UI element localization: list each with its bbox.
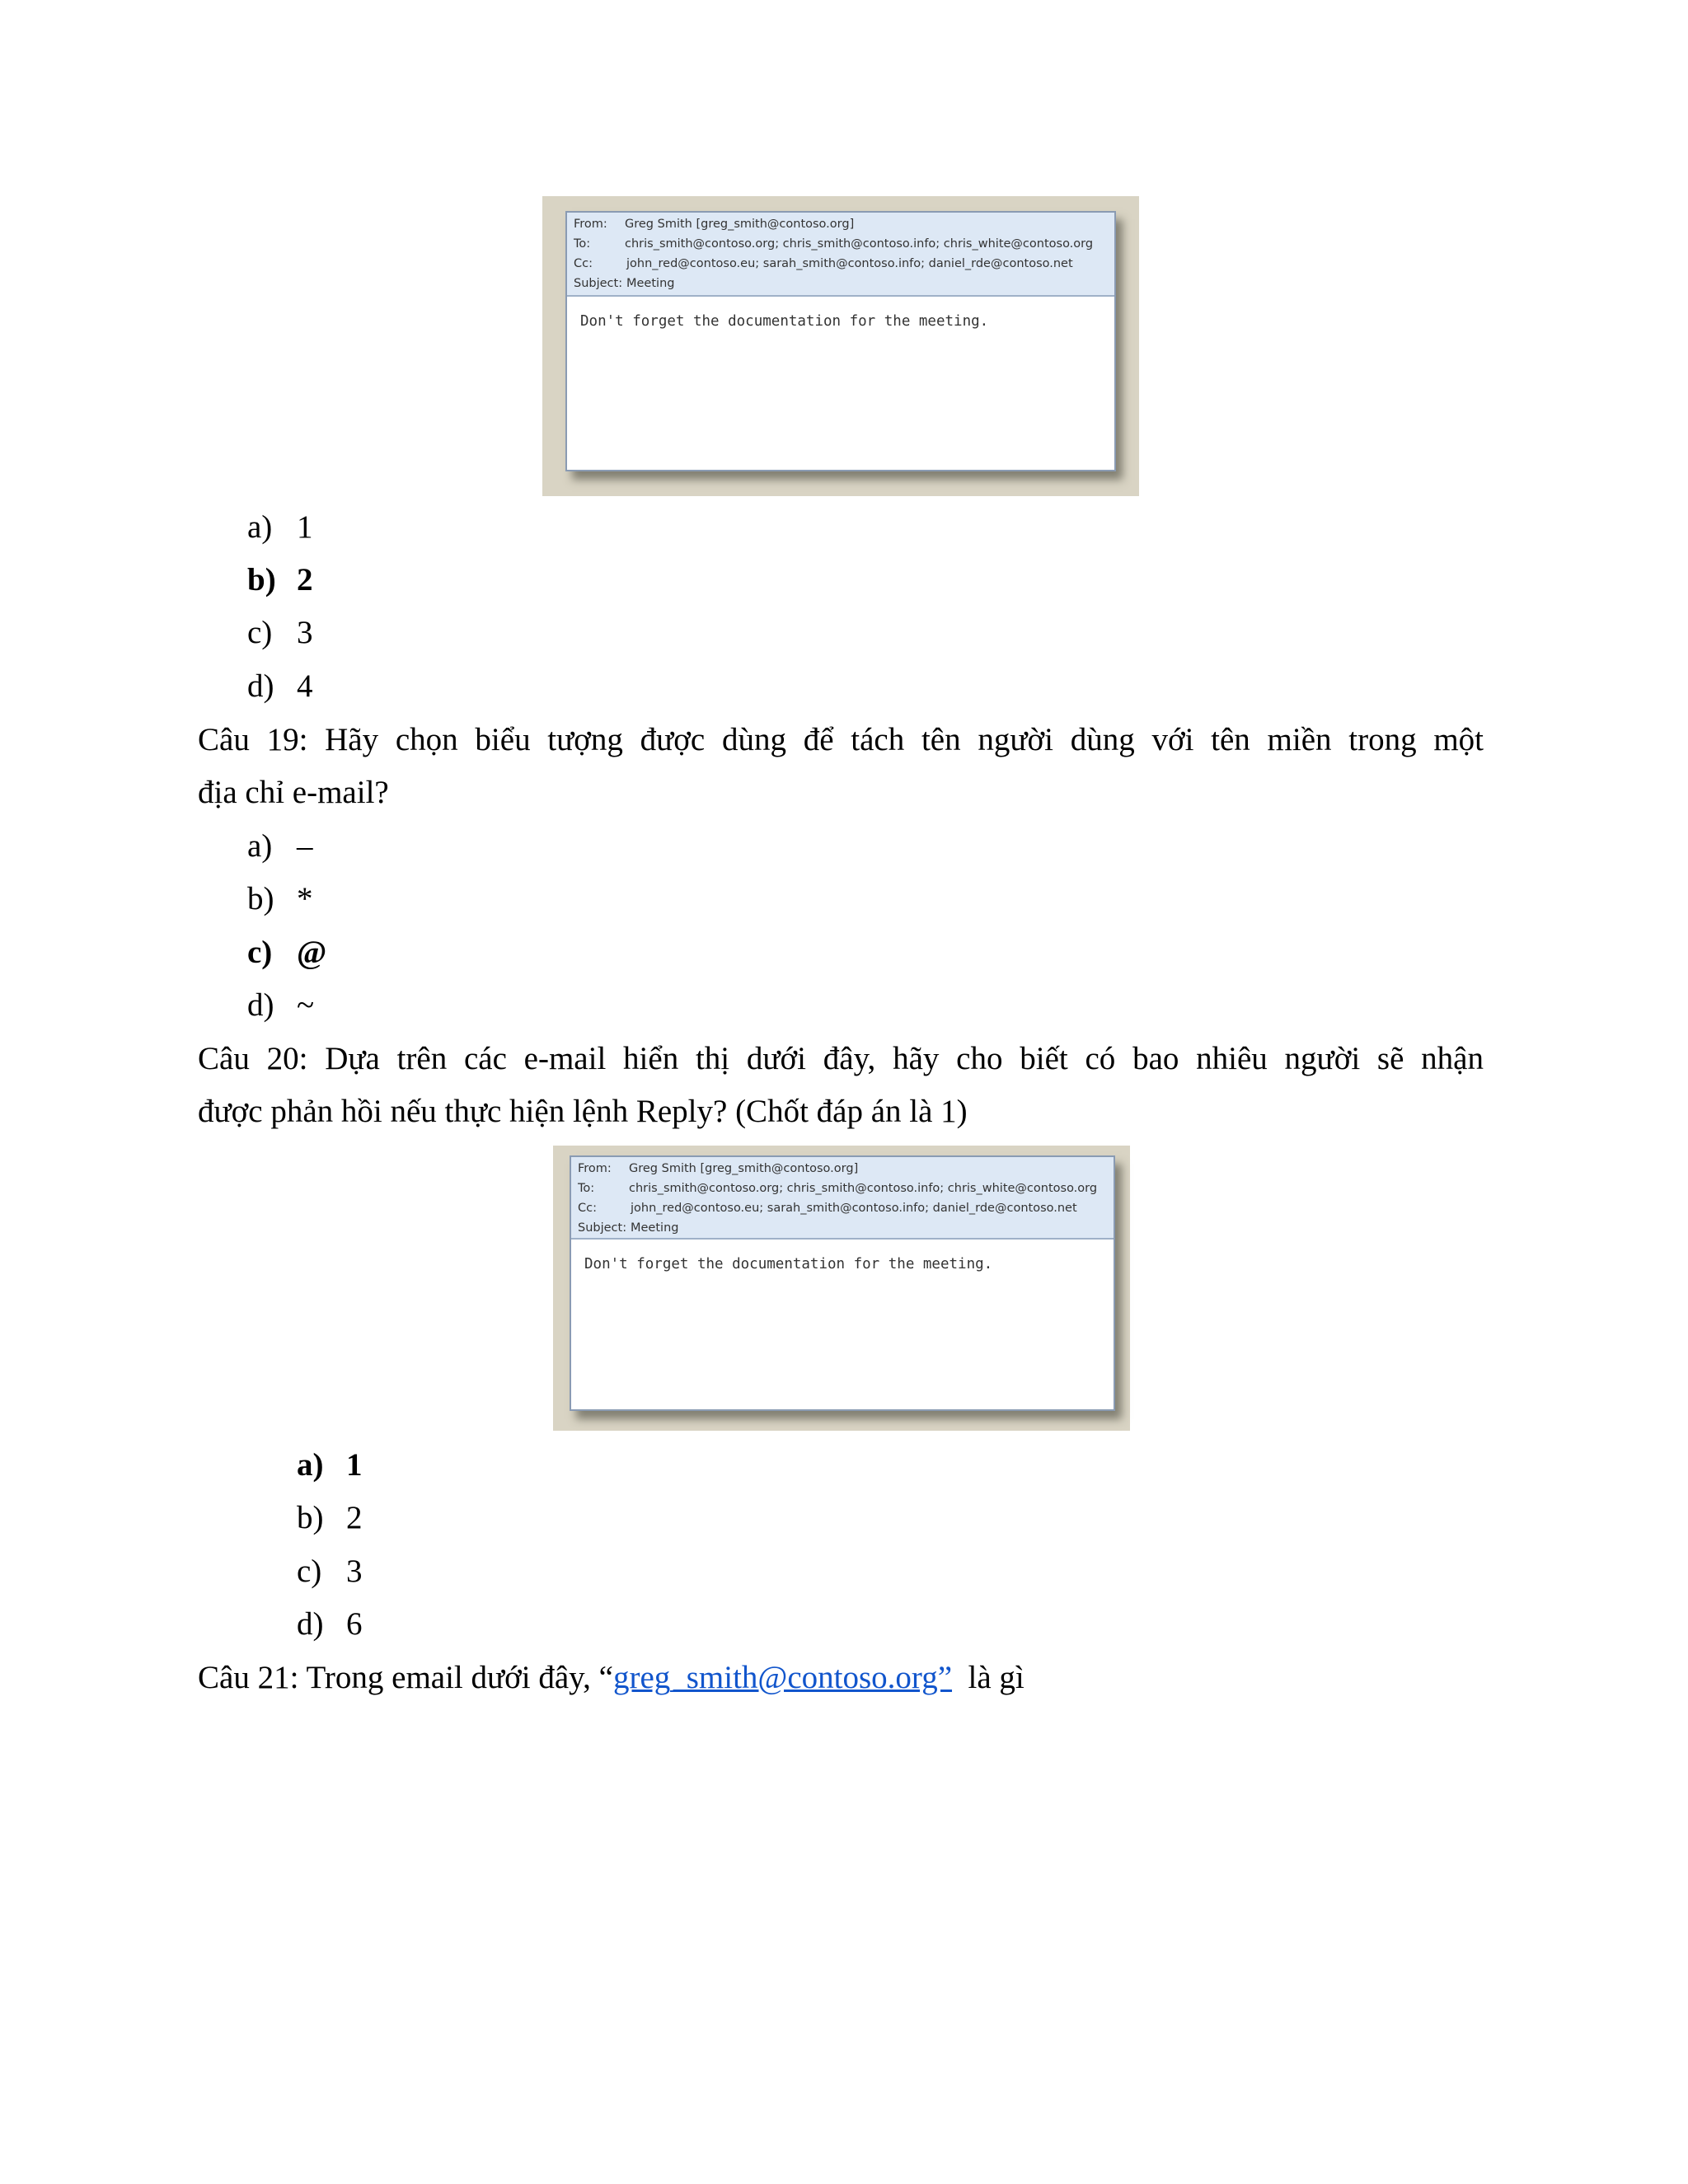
q19-option-a bbox=[247, 820, 313, 873]
email-screenshot-1 bbox=[542, 196, 1139, 496]
cc-value: john_red@contoso.eu; sarah_smith@contoso.info; daniel_rde@contoso.net bbox=[626, 257, 1073, 270]
q19-question-line2: địa chỉ e-mail? bbox=[198, 775, 389, 810]
from-value: Greg Smith [greg_smith@contoso.org] bbox=[629, 1162, 859, 1175]
cc-label: Cc: bbox=[574, 257, 593, 270]
option-letter: a) bbox=[247, 509, 273, 545]
from-label: From: bbox=[578, 1162, 612, 1175]
email-body-text: Don't forget the documentation for the meeting. bbox=[584, 1256, 993, 1272]
option-letter: d) bbox=[247, 668, 274, 704]
email-address-link[interactable]: greg_smith@contoso.org” bbox=[612, 1660, 953, 1695]
option-letter: d) bbox=[297, 1606, 324, 1642]
q19-question-line1: Câu 19: Hãy chọn biểu tượng được dùng để tách tên người dùng với tên miền trong một bbox=[198, 722, 1484, 757]
q19-option-c bbox=[247, 926, 326, 979]
option-letter: b) bbox=[247, 562, 276, 598]
option-letter: a) bbox=[247, 828, 273, 864]
email-header bbox=[571, 1157, 1114, 1240]
option-letter: a) bbox=[297, 1447, 324, 1483]
option-text: 4 bbox=[297, 668, 313, 704]
email-screenshot-2 bbox=[553, 1146, 1130, 1431]
subject-label: Subject: bbox=[574, 277, 623, 290]
subject-value: Meeting bbox=[626, 277, 675, 290]
from-value: Greg Smith [greg_smith@contoso.org] bbox=[625, 218, 855, 231]
q20-question-line1: Câu 20: Dựa trên các e-mail hiển thị dưới đây, hãy cho biết có bao nhiêu người sẽ nhận bbox=[198, 1041, 1484, 1076]
from-label: From: bbox=[574, 218, 607, 231]
email-window bbox=[570, 1155, 1115, 1411]
to-value: chris_smith@contoso.org; chris_smith@contoso.info; chris_white@contoso.org bbox=[625, 237, 1094, 251]
option-text: 6 bbox=[346, 1606, 363, 1642]
q18-option-a bbox=[247, 501, 313, 554]
q20-option-b bbox=[297, 1492, 363, 1544]
to-label: To: bbox=[574, 237, 591, 251]
option-letter: b) bbox=[297, 1500, 324, 1535]
email-body-text: Don't forget the documentation for the meeting. bbox=[580, 313, 989, 330]
option-text: 1 bbox=[346, 1447, 363, 1483]
option-letter: c) bbox=[297, 1554, 322, 1589]
q20-option-c bbox=[297, 1545, 363, 1598]
q18-option-d bbox=[247, 660, 313, 713]
q20-option-a bbox=[297, 1439, 363, 1492]
option-text: ~ bbox=[297, 987, 315, 1023]
email-body bbox=[567, 297, 1114, 470]
subject-value: Meeting bbox=[631, 1221, 679, 1235]
option-text: 3 bbox=[346, 1554, 363, 1589]
option-letter: d) bbox=[247, 987, 274, 1023]
email-window bbox=[565, 211, 1116, 471]
q18-option-b bbox=[247, 554, 313, 607]
q19-option-d bbox=[247, 979, 314, 1032]
option-letter: b) bbox=[247, 881, 274, 916]
cc-label: Cc: bbox=[578, 1202, 597, 1215]
option-text: 3 bbox=[297, 615, 313, 650]
option-text: 2 bbox=[297, 562, 313, 598]
subject-label: Subject: bbox=[578, 1221, 627, 1235]
option-text: 1 bbox=[297, 509, 313, 545]
q19-option-b bbox=[247, 873, 313, 926]
to-label: To: bbox=[578, 1182, 595, 1195]
q21-suffix: là gì bbox=[952, 1660, 1025, 1695]
cc-value: john_red@contoso.eu; sarah_smith@contoso.info; daniel_rde@contoso.net bbox=[631, 1202, 1077, 1215]
option-letter: c) bbox=[247, 935, 273, 970]
to-value: chris_smith@contoso.org; chris_smith@contoso.info; chris_white@contoso.org bbox=[629, 1182, 1098, 1195]
option-text: – bbox=[297, 828, 313, 864]
q21-prefix: Câu 21: Trong email dưới đây, “ bbox=[198, 1660, 613, 1695]
email-header bbox=[567, 213, 1114, 297]
q20-option-d bbox=[297, 1598, 363, 1651]
q18-option-c bbox=[247, 607, 313, 659]
option-letter: c) bbox=[247, 615, 273, 650]
q21-question bbox=[198, 1652, 1025, 1704]
q20-question-line2: được phản hồi nếu thực hiện lệnh Reply? (Chốt đáp án là 1) bbox=[198, 1094, 968, 1129]
option-text: @ bbox=[297, 935, 327, 970]
email-body bbox=[571, 1240, 1114, 1409]
option-text: * bbox=[297, 881, 313, 916]
option-text: 2 bbox=[346, 1500, 363, 1535]
